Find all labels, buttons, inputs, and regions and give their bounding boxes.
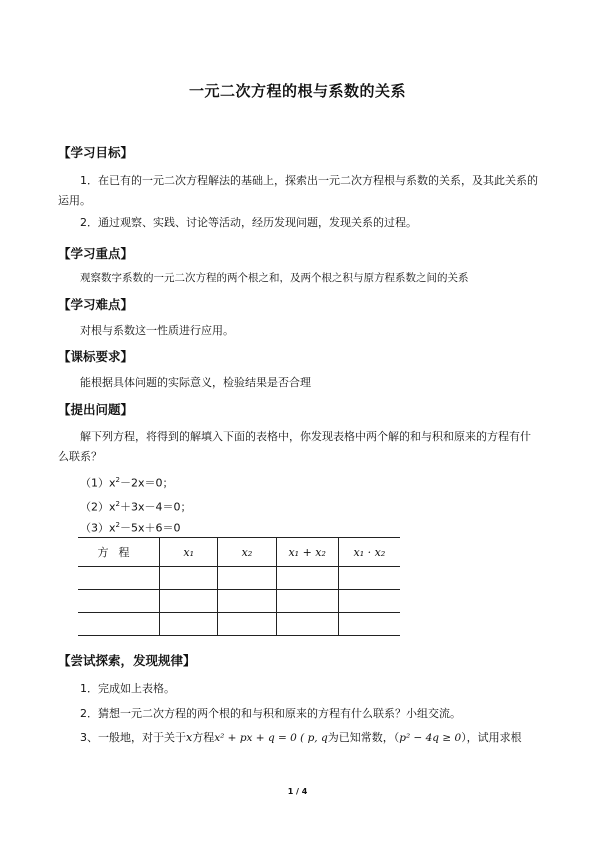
questions-heading: 【提出问题】: [58, 402, 134, 417]
equation-2: $(2)x^2+3x-4=0$；: [80, 500, 192, 514]
table-row: [78, 613, 400, 636]
table-header-sum: x₁ + x₂: [276, 538, 338, 567]
page-number: 1 / 4: [287, 787, 308, 796]
table-cell: [160, 613, 218, 636]
table-cell: [160, 567, 218, 590]
questions-intro: 解下列方程，将得到的解填入下面的表格中，你发现表格中两个解的和与积和原来的方程有什么联系？: [58, 430, 531, 463]
table-header-x1: x₁: [160, 538, 218, 567]
table-cell: [338, 613, 400, 636]
equation-3: $(3)x^2-5x+6=0$: [80, 521, 181, 535]
explore-heading: 【尝试探索，发现规律】: [58, 653, 196, 668]
goal-item-2: 2．通过观察、实践、讨论等活动，经历发现问题，发现关系的过程。: [80, 216, 417, 229]
table-cell: [276, 590, 338, 613]
explore-item-2: 2．猜想一元二次方程的两个根的和与积和原来的方程有什么联系？小组交流。: [80, 707, 461, 720]
key-points-text: 观察数字系数的一元二次方程的两个根之和，及两个根之积与原方程系数之间的关系: [80, 272, 469, 284]
difficulties-heading: 【学习难点】: [58, 297, 134, 312]
difficulties-text: 对根与系数这一性质进行应用。: [80, 324, 234, 337]
table-cell: [160, 590, 218, 613]
explore-item-1: 1．完成如上表格。: [80, 682, 175, 695]
table-cell: [218, 567, 276, 590]
table-cell: [218, 613, 276, 636]
standards-heading: 【课标要求】: [58, 349, 134, 364]
roots-table: [78, 537, 400, 636]
table-cell: [276, 567, 338, 590]
table-cell: [78, 567, 160, 590]
table-row: [78, 567, 400, 590]
table-cell: [276, 613, 338, 636]
explore-item-3: 3、一般地，对于关于x方程x² + px + q = 0 ( p, q为已知常数，（p² − 4q ≥ 0），试用求根: [80, 731, 522, 744]
equation-1: $(1)x^2-2x=0$；: [80, 476, 174, 490]
table-header-equation: 方程: [78, 538, 160, 567]
table-cell: [78, 613, 160, 636]
table-row: [78, 590, 400, 613]
goal-item-1: 1．在已有的一元二次方程解法的基础上，探索出一元二次方程根与系数的关系，及其此关系的运用。: [58, 174, 538, 207]
table-cell: [78, 590, 160, 613]
table-header-x2: x₂: [218, 538, 276, 567]
table-header-row: [78, 538, 400, 567]
standards-text: 能根据具体问题的实际意义，检验结果是否合理: [80, 376, 311, 389]
table-header-product: x₁ · x₂: [338, 538, 400, 567]
table-cell: [218, 590, 276, 613]
table-cell: [338, 567, 400, 590]
key-points-heading: 【学习重点】: [58, 246, 134, 261]
goals-heading: 【学习目标】: [58, 145, 134, 160]
page-title: 一元二次方程的根与系数的关系: [188, 82, 406, 100]
table-cell: [338, 590, 400, 613]
